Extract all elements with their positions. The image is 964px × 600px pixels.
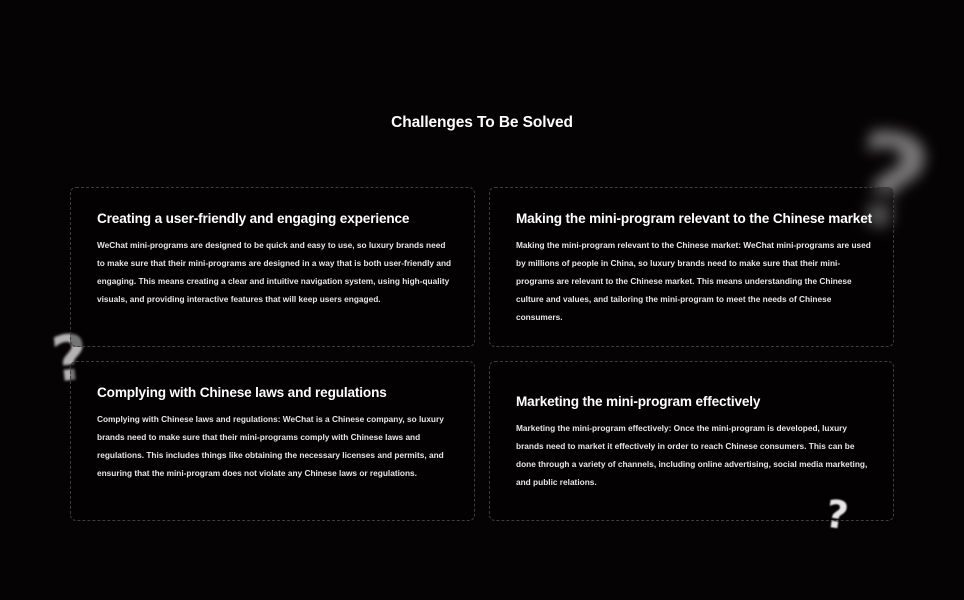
section-title: Challenges To Be Solved [391,114,573,131]
card-heading: Making the mini-program relevant to the Chinese market [516,211,872,226]
challenge-card-user-experience [70,187,475,347]
challenge-card-legal-compliance [70,361,475,521]
card-body: Marketing the mini-program effectively: Once the mini-program is developed, luxury brands need to market it effectively in order to reach Chinese consumers. This can be done through a variety of channels, including online advertising, social media marketing, and public relations. [516,423,868,488]
card-heading: Creating a user-friendly and engaging experience [97,211,410,226]
card-heading: Marketing the mini-program effectively [516,394,761,409]
card-body: WeChat mini-programs are designed to be quick and easy to use, so luxury brands need to make sure that their mini-programs are designed in a way that is both user-friendly and engaging. This means creating a clear and intuitive navigation system, using high-quality visuals, and providing interactive features that will keep users engaged. [97,240,452,305]
question-mark-icon: ? [48,320,92,397]
challenge-card-market-relevance [489,187,894,347]
question-mark-icon: ? [837,100,943,266]
card-body: Making the mini-program relevant to the Chinese market: WeChat mini-programs are used by millions of people in China, so luxury brands need to make sure that their mini-programs are relevant to the Chinese market. This means understanding the Chinese culture and values, and tailoring the mini-program to meet the needs of Chinese consumers. [516,240,871,323]
card-heading: Complying with Chinese laws and regulations [97,385,387,400]
challenge-card-marketing [489,361,894,521]
card-body: Complying with Chinese laws and regulations: WeChat is a Chinese company, so luxury brands need to make sure that their mini-programs comply with Chinese laws and regulations. This includes things like obtaining the necessary licenses and permits, and ensuring that the mini-program does not violate any Chinese laws or regulations. [97,414,444,479]
question-mark-icon: ? [823,491,852,539]
